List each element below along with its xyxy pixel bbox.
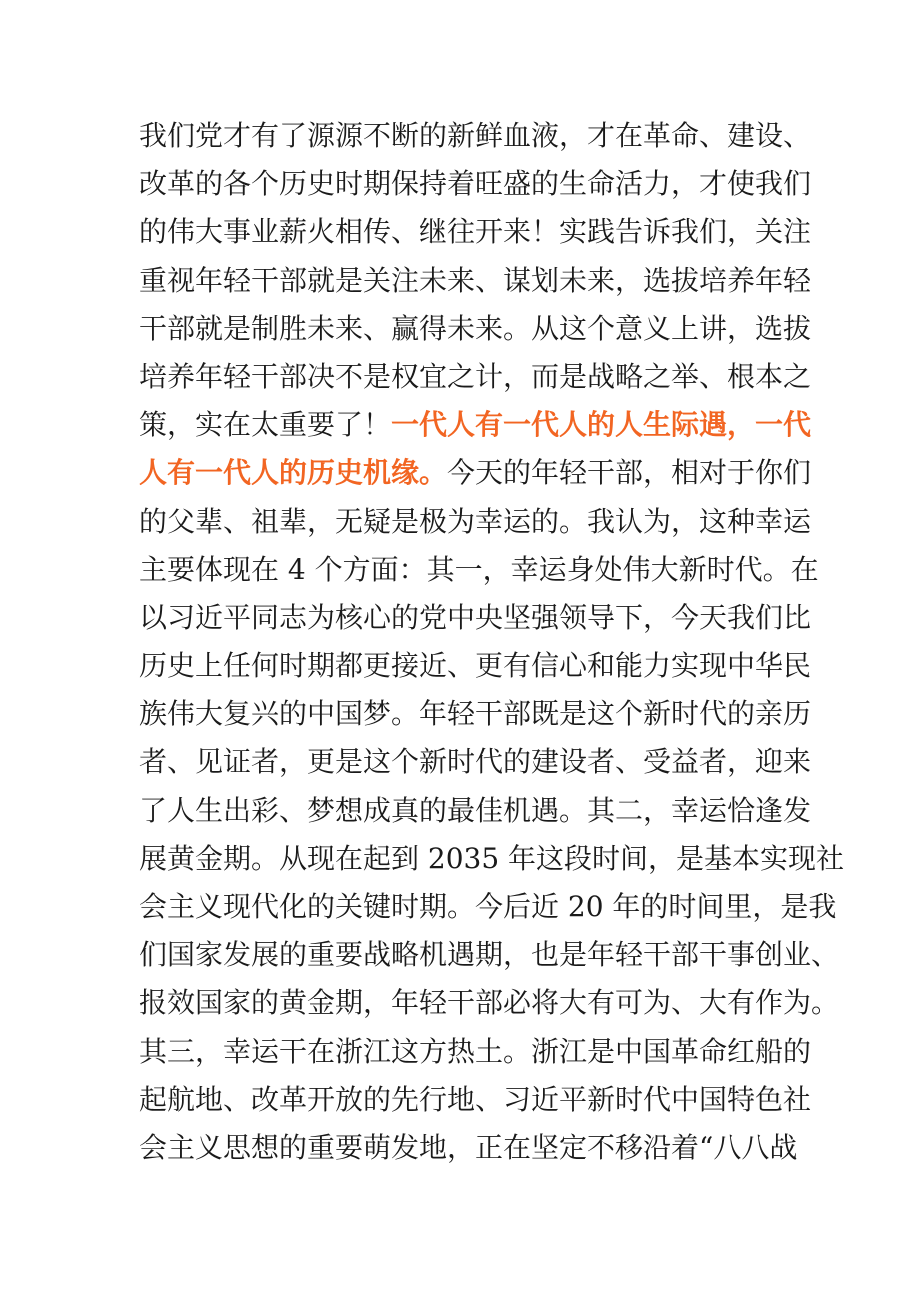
text-line [139, 353, 812, 401]
text-segment: 者、见证者，更是这个新时代的建设者、受益者，迎来 [139, 745, 812, 779]
text-line [139, 787, 812, 835]
text-segment: 了人生出彩、梦想成真的最佳机遇。其二，幸运恰逢发 [139, 793, 812, 827]
text-segment: 的父辈、祖辈，无疑是极为幸运的。我认为，这种幸运 [139, 504, 812, 538]
text-line [139, 979, 840, 1027]
text-line [139, 931, 840, 979]
text-segment: 展黄金期。从现在起到 2035 年这段时间，是基本实现社 [139, 841, 845, 875]
text-segment: 培养年轻干部决不是权宜之计，而是战略之举、根本之 [139, 359, 812, 393]
text-segment: 会主义思想的重要萌发地，正在坚定不移沿着“八八战 [139, 1130, 798, 1164]
text-segment: 改革的各个历史时期保持着旺盛的生命活力，才使我们 [139, 167, 812, 201]
text-segment: 我们党才有了源源不断的新鲜血液，才在革命、建设、 [139, 119, 812, 152]
text-segment: 起航地、改革开放的先行地、习近平新时代中国特色社 [139, 1082, 812, 1116]
text-line [139, 1124, 798, 1172]
text-segment: 干部就是制胜未来、赢得未来。从这个意义上讲，选拔 [139, 311, 812, 345]
text-segment: 族伟大复兴的中国梦。年轻干部既是这个新时代的亲历 [139, 697, 812, 731]
text-line [139, 449, 812, 497]
highlighted-text: 人有一代人的历史机缘。 [139, 456, 448, 490]
text-segment: 的伟大事业薪火相传、继往开来！实践告诉我们，关注 [139, 215, 812, 249]
text-line [139, 401, 812, 449]
text-line [139, 208, 812, 256]
text-line [139, 883, 837, 931]
text-line [139, 257, 812, 305]
text-line [139, 835, 845, 883]
text-segment: 以习近平同志为核心的党中央坚强领导下，今天我们比 [139, 600, 812, 634]
text-segment: 其三，幸运干在浙江这方热土。浙江是中国革命红船的 [139, 1034, 812, 1068]
text-segment: 历史上任何时期都更接近、更有信心和能力实现中华民 [139, 649, 812, 683]
text-line [139, 594, 812, 642]
text-line [139, 498, 812, 546]
text-segment: 报效国家的黄金期，年轻干部必将大有可为、大有作为。 [139, 986, 840, 1020]
text-line [139, 738, 812, 786]
text-segment: 主要体现在 4 个方面：其一，幸运身处伟大新时代。在 [139, 552, 819, 586]
text-segment: 今天的年轻干部，相对于你们 [447, 456, 812, 490]
text-line [139, 1076, 812, 1124]
text-line [139, 1028, 812, 1076]
text-segment: 重视年轻干部就是关注未来、谋划未来，选拔培养年轻 [139, 263, 812, 297]
highlighted-text: 一代人有一代人的人生际遇，一代 [391, 408, 812, 442]
body-paragraph [139, 112, 845, 1172]
text-line [139, 642, 812, 690]
text-line [139, 112, 812, 160]
text-line [139, 160, 812, 208]
text-line [139, 305, 812, 353]
text-line [139, 690, 812, 738]
text-segment: 们国家发展的重要战略机遇期，也是年轻干部干事创业、 [139, 938, 840, 972]
text-segment: 策，实在太重要了！ [139, 408, 392, 442]
text-line [139, 546, 819, 594]
text-segment: 会主义现代化的关键时期。今后近 20 年的时间里，是我 [139, 890, 837, 923]
